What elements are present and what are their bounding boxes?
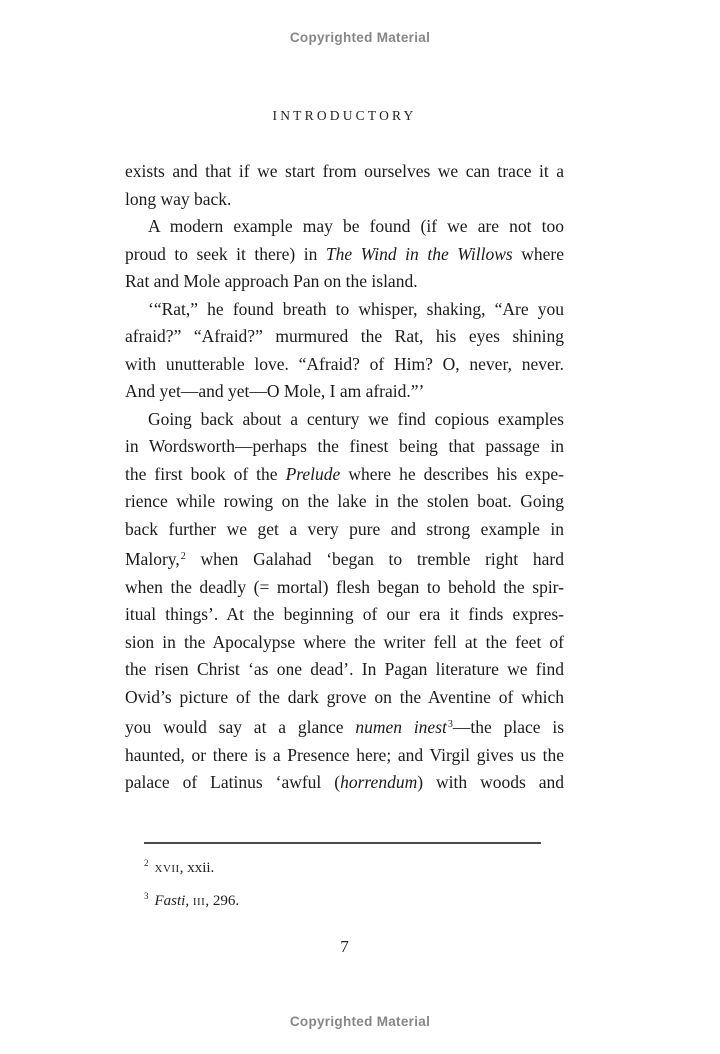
body-line: Going back about a century we find copious examples [148,408,564,429]
body-line: when the deadly (= mortal) flesh began to behold the spir- [125,576,564,597]
footnote-rule [144,842,541,844]
footnotes [144,849,544,915]
body-line: exists and that if we start from ourselves we can trace it a [125,161,564,181]
footnote-reference: 2 [180,551,186,562]
body-line: rience while rowing on the lake in the stolen boat. Going [125,491,564,511]
body-line: Ovid’s picture of the dark grove on the Aventine of which [125,686,564,707]
footnote-marker: 2 [144,858,149,868]
body-line: in Wordsworth—perhaps the finest being that passage in [125,436,564,456]
page-number: 7 [340,937,349,956]
text-segment: xvii [154,860,180,876]
body-line: afraid?” “Afraid?” murmured the Rat, his eyes shining [125,326,564,346]
text-segment: Prelude [285,463,341,484]
body-line: with unutterable love. “Afraid? of Him? O, never, never. [125,353,564,374]
footnote: $^3$ Fasti, iii, 296. [144,891,240,909]
chapter-title: INTRODUCTORY [272,108,417,123]
body-line: Rat and Mole approach Pan on the island. [125,271,418,291]
body-line: you would say at a glance numen inest$^3$—the place is [125,717,565,737]
copyright-banner-top: Copyrighted Material [289,30,431,45]
body-line: proud to seek it there) in The Wind in the Willows where [125,243,564,264]
text-segment: iii [192,893,206,909]
footnote-reference: 3 [447,719,453,730]
text-segment: horrendum [340,772,418,792]
footnote: $^2$ xvii, xxii. [144,858,215,876]
body-line: Malory,$^2$ when Galahad ‘began to tremble right hard [125,549,564,569]
body-line: sion in the Apocalypse where the writer fell at the feet of [125,631,564,652]
body-line: itual things’. At the beginning of our era it finds expres- [125,604,564,624]
body-line: long way back. [125,188,232,209]
body-line: ‘“Rat,” he found breath to whisper, shaking, “Are you [148,298,564,319]
copyright-banner-bottom: Copyrighted Material [289,1014,431,1029]
footnote-marker: 3 [144,891,149,901]
text-segment: The Wind in the Willows [325,243,513,264]
body-line: palace of Latinus ‘awful (horrendum) with woods and [125,772,564,792]
body-line: the first book of the Prelude where he describes his expe- [125,463,565,484]
body-text [125,158,564,797]
body-line: A modern example may be found (if we are not too [148,216,564,236]
text-segment: Fasti [154,893,186,909]
body-line: And yet—and yet—O Mole, I am afraid.”’ [125,381,425,401]
body-line: back further we get a very pure and strong example in [125,518,564,539]
body-line: the risen Christ ‘as one dead’. In Pagan literature we find [125,659,564,679]
text-segment: numen inest [355,717,447,737]
body-line: haunted, or there is a Presence here; and Virgil gives us the [125,744,564,765]
